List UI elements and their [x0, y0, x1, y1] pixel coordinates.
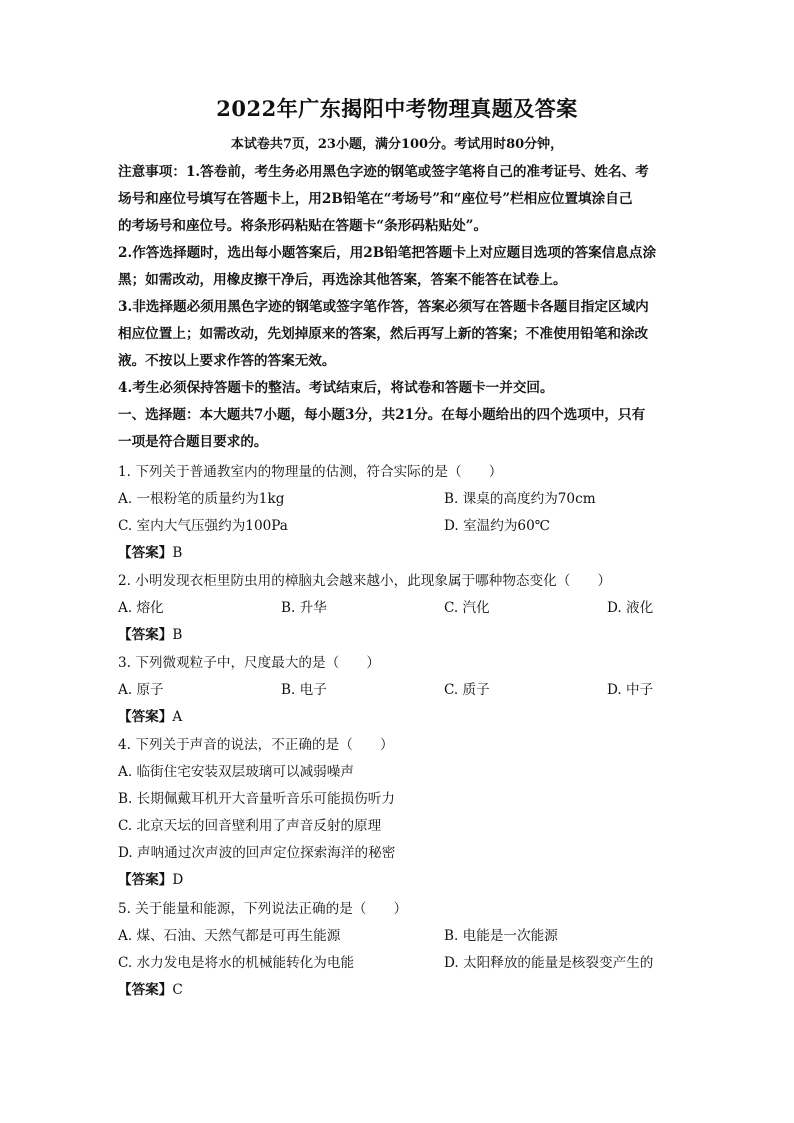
notice-line: 黑；如需改动，用橡皮擦干净后，再选涂其他答案，答案不能答在试卷上。 [118, 272, 567, 288]
question-option: D. 中子 [607, 682, 654, 698]
answer-line [118, 625, 182, 645]
question-option: B. 长期佩戴耳机开大音量听音乐可能损伤听力 [118, 791, 395, 807]
question-stem: 1. 下列关于普通教室内的物理量的估测，符合实际的是（ ） [118, 464, 503, 480]
question-option: D. 液化 [607, 600, 654, 616]
notice-line: 场号和座位号填写在答题卡上，用2B铅笔在“考场号”和“座位号”栏相应位置填涂自己 [118, 191, 633, 207]
answer-label: 【答案】 [118, 982, 173, 998]
question-option: D. 太阳释放的能量是核裂变产生的 [444, 955, 654, 971]
question-option: D. 室温约为60℃ [444, 518, 550, 534]
answer-value: A [172, 709, 183, 725]
page-title: 2022年广东揭阳中考物理真题及答案 [216, 96, 578, 121]
notice-line: 相应位置上；如需改动，先划掉原来的答案，然后再写上新的答案；不准使用铅笔和涂改 [118, 326, 649, 342]
notice-line: 的考场号和座位号。将条形码粘贴在答题卡“条形码粘贴处”。 [118, 218, 488, 234]
question-option: B. 课桌的高度约为70cm [444, 491, 596, 507]
answer-label: 【答案】 [118, 545, 173, 561]
question-option: A. 熔化 [118, 600, 164, 616]
answer-value: B [172, 627, 183, 643]
notice-line: 4.考生必须保持答题卡的整洁。考试结束后，将试卷和答题卡一并交回。 [118, 380, 554, 396]
notice-line: 2.作答选择题时，选出每小题答案后，用2B铅笔把答题卡上对应题目选项的答案信息点涂 [118, 245, 657, 261]
question-option: C. 水力发电是将水的机械能转化为电能 [118, 955, 355, 971]
answer-label: 【答案】 [118, 709, 173, 725]
question-option: C. 北京天坛的回音壁利用了声音反射的原理 [118, 818, 382, 834]
question-option: A. 一根粉笔的质量约为1kg [118, 491, 285, 507]
answer-line [118, 980, 183, 1000]
question-option: B. 升华 [281, 600, 327, 616]
question-stem: 4. 下列关于声音的说法，不正确的是（ ） [118, 737, 394, 753]
answer-value: B [172, 545, 183, 561]
notice-line: 注意事项：1.答卷前，考生务必用黑色字迹的钢笔或签字笔将自己的准考证号、姓名、考 [118, 164, 649, 180]
question-option: C. 质子 [444, 682, 490, 698]
question-option: A. 临街住宅安装双层玻璃可以减弱噪声 [118, 764, 354, 780]
notice-line: 3.非选择题必须用黑色字迹的钢笔或签字笔作答，答案必须写在答题卡各题目指定区域内 [118, 299, 649, 315]
answer-value: D [172, 872, 184, 888]
question-option: A. 煤、石油、天然气都是可再生能源 [118, 928, 341, 944]
answer-value: C [172, 982, 183, 998]
answer-line [118, 870, 183, 890]
answer-line [118, 543, 182, 563]
question-option: C. 汽化 [444, 600, 490, 616]
notice-line: 液。不按以上要求作答的答案无效。 [118, 353, 336, 369]
question-option: D. 声呐通过次声波的回声定位探索海洋的秘密 [118, 845, 396, 861]
section-heading: 一项是符合题目要求的。 [118, 434, 268, 450]
answer-label: 【答案】 [118, 627, 173, 643]
question-option: A. 原子 [118, 682, 164, 698]
question-stem: 3. 下列微观粒子中，尺度最大的是（ ） [118, 655, 380, 671]
question-stem: 5. 关于能量和能源，下列说法正确的是（ ） [118, 901, 408, 917]
exam-info: 本试卷共7页，23小题，满分100分。考试用时80分钟， [230, 137, 564, 152]
question-option: B. 电能是一次能源 [444, 928, 558, 944]
section-heading: 一、选择题：本大题共7小题，每小题3分，共21分。在每小题给出的四个选项中，只有 [118, 407, 646, 423]
answer-line [118, 707, 182, 727]
question-stem: 2. 小明发现衣柜里防虫用的樟脑丸会越来越小，此现象属于哪种物态变化（ ） [118, 573, 612, 589]
answer-label: 【答案】 [118, 872, 173, 888]
question-option: B. 电子 [281, 682, 327, 698]
question-option: C. 室内大气压强约为100Pa [118, 518, 288, 534]
